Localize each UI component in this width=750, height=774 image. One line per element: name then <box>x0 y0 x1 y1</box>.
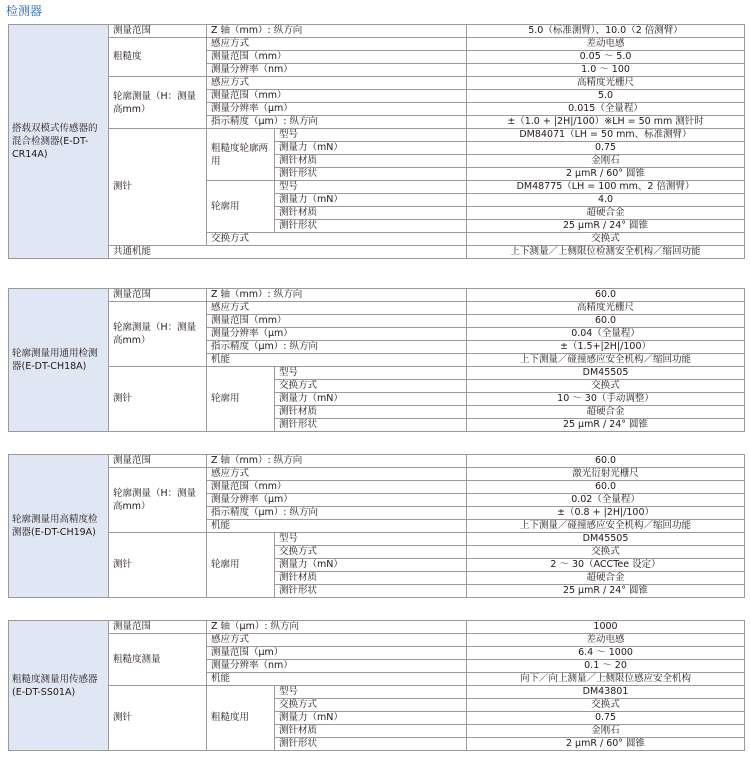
spec-table-ch18a <box>8 288 745 432</box>
row-value: DM48775（LH = 100 mm、2 倍测臂） <box>467 181 745 194</box>
row-param: 交换方式 <box>275 546 467 559</box>
row-param: 测针材质 <box>275 725 467 738</box>
detector-name: 搭载双模式传感器的混合检测器(E-DT-CR14A) <box>9 25 109 259</box>
row-value: DM45505 <box>467 367 745 380</box>
row-value: 向下／向上测量／上侧限位感应安全机构 <box>467 673 745 686</box>
row-param: 测量力（mN） <box>275 142 467 155</box>
row-value: 1000 <box>467 621 745 634</box>
row-param: Z 轴（mm）: 纵方向 <box>207 289 467 302</box>
row-param: 测量分辨率（nm） <box>207 660 467 673</box>
table-row <box>9 38 745 51</box>
row-value: 60.0 <box>467 315 745 328</box>
detector-name: 轮廓测量用通用检测器(E-DT-CH18A) <box>9 289 109 432</box>
row-label: 测针 <box>109 367 207 432</box>
row-param: 交换方式 <box>207 233 467 246</box>
row-value: DM45505 <box>467 533 745 546</box>
row-param: 测量分辨率（μm） <box>207 103 467 116</box>
row-param: 测针形状 <box>275 220 467 233</box>
row-label: 测量范围 <box>109 621 207 634</box>
row-value: 2 μmR / 60° 圆锥 <box>467 168 745 181</box>
row-value: 上下测量／上侧限位检测安全机构／缩回功能 <box>467 246 745 259</box>
row-param: 机能 <box>207 520 467 533</box>
row-param: 感应方式 <box>207 302 467 315</box>
row-value: 差动电感 <box>467 634 745 647</box>
row-param: 感应方式 <box>207 468 467 481</box>
row-param: 感应方式 <box>207 77 467 90</box>
row-value: 6.4 ～ 1000 <box>467 647 745 660</box>
row-param: 型号 <box>275 533 467 546</box>
row-param: 测量范围（μm） <box>207 647 467 660</box>
row-value: 交换式 <box>467 546 745 559</box>
row-param: 型号 <box>275 129 467 142</box>
detector-name: 粗糙度测量用传感器(E-DT-SS01A) <box>9 621 109 751</box>
row-value: 5.0 <box>467 90 745 103</box>
table-row <box>9 634 745 647</box>
row-param: 测量分辨率（μm） <box>207 328 467 341</box>
row-value: 2 μmR / 60° 圆锥 <box>467 738 745 751</box>
row-param: 机能 <box>207 354 467 367</box>
row-value: ±（1.5+|2H|/100） <box>467 341 745 354</box>
row-value: 交换式 <box>467 699 745 712</box>
row-value: 25 μmR / 24° 圆锥 <box>467 419 745 432</box>
row-param: 测量力（mN） <box>275 393 467 406</box>
row-label: 测针 <box>109 533 207 598</box>
table-row <box>9 302 745 315</box>
row-value: 1.0 ～ 100 <box>467 64 745 77</box>
row-sublabel: 粗糙度用 <box>207 686 275 751</box>
row-param: 测量范围（mm） <box>207 90 467 103</box>
table-row <box>9 455 745 468</box>
row-value: 交换式 <box>467 380 745 393</box>
row-label: 测量范围 <box>109 289 207 302</box>
row-param: 型号 <box>275 686 467 699</box>
row-label: 测量范围 <box>109 455 207 468</box>
row-param: 测针材质 <box>275 155 467 168</box>
row-value: 5.0（标准测臂）、10.0（2 倍测臂） <box>467 25 745 38</box>
row-label: 测针 <box>109 686 207 751</box>
row-sublabel: 轮廓用 <box>207 181 275 233</box>
row-value: DM84071（LH = 50 mm、标准测臂） <box>467 129 745 142</box>
row-param: Z 轴（mm）: 纵方向 <box>207 455 467 468</box>
row-param: 交换方式 <box>275 380 467 393</box>
row-value: 超硬合金 <box>467 572 745 585</box>
row-param: 感应方式 <box>207 38 467 51</box>
row-label: 粗糙度 <box>109 38 207 77</box>
row-value: 60.0 <box>467 289 745 302</box>
table-row <box>9 621 745 634</box>
row-param: Z 轴（μm）: 纵方向 <box>207 621 467 634</box>
row-value: 10 ～ 30（手动调整） <box>467 393 745 406</box>
row-value: 超硬合金 <box>467 406 745 419</box>
row-param: 测量范围（mm） <box>207 315 467 328</box>
row-label: 测针 <box>109 129 207 246</box>
spec-table-ss01a <box>8 620 745 751</box>
row-value: ±（0.8 + |2H|/100） <box>467 507 745 520</box>
row-param: 测针形状 <box>275 168 467 181</box>
row-label: 测量范围 <box>109 25 207 38</box>
row-sublabel: 粗糙度轮廓两用 <box>207 129 275 181</box>
row-param: 测量范围（mm） <box>207 481 467 494</box>
row-param: 型号 <box>275 181 467 194</box>
row-param: 感应方式 <box>207 634 467 647</box>
row-value: 0.1 ～ 20 <box>467 660 745 673</box>
row-param: 测量力（mN） <box>275 559 467 572</box>
row-value: 0.04（全量程） <box>467 328 745 341</box>
row-value: 0.75 <box>467 142 745 155</box>
table-row <box>9 25 745 38</box>
detector-name: 轮廓测量用高精度检测器(E-DT-CH19A) <box>9 455 109 598</box>
table-row <box>9 367 745 380</box>
row-label: 轮廓测量（H：测量高mm） <box>109 77 207 129</box>
row-value: 0.05 ～ 5.0 <box>467 51 745 64</box>
row-param: 测针形状 <box>275 419 467 432</box>
row-sublabel: 轮廓用 <box>207 367 275 432</box>
row-param: 测针材质 <box>275 572 467 585</box>
table-row <box>9 686 745 699</box>
row-value: 0.015（全量程） <box>467 103 745 116</box>
row-label: 共通机能 <box>109 246 467 259</box>
row-value: 交换式 <box>467 233 745 246</box>
row-value: 0.02（全量程） <box>467 494 745 507</box>
row-value: 上下测量／碰撞感应安全机构／缩回功能 <box>467 354 745 367</box>
row-value: 60.0 <box>467 481 745 494</box>
row-param: Z 轴（mm）: 纵方向 <box>207 25 467 38</box>
row-param: 测针形状 <box>275 585 467 598</box>
row-label: 轮廓测量（H：测量高mm） <box>109 302 207 367</box>
row-param: 型号 <box>275 367 467 380</box>
row-value: 25 μmR / 24° 圆锥 <box>467 585 745 598</box>
table-row <box>9 533 745 546</box>
row-value: 高精度光栅尺 <box>467 77 745 90</box>
row-param: 测量力（mN） <box>275 712 467 725</box>
row-label: 粗糙度测量 <box>109 634 207 686</box>
table-row <box>9 129 745 142</box>
row-param: 测量力（mN） <box>275 194 467 207</box>
row-param: 机能 <box>207 673 467 686</box>
row-value: 4.0 <box>467 194 745 207</box>
row-param: 测针材质 <box>275 406 467 419</box>
row-param: 指示精度（μm）: 纵方向 <box>207 116 467 129</box>
row-value: 25 μmR / 24° 圆锥 <box>467 220 745 233</box>
spec-table-ch19a <box>8 454 745 598</box>
row-value: ±（1.0 + |2H|/100）※LH = 50 mm 测针时 <box>467 116 745 129</box>
row-value: 金刚石 <box>467 155 745 168</box>
row-param: 测量范围（mm） <box>207 51 467 64</box>
row-value: 激光衍射光栅尺 <box>467 468 745 481</box>
row-value: 高精度光栅尺 <box>467 302 745 315</box>
table-row <box>9 468 745 481</box>
row-value: 0.75 <box>467 712 745 725</box>
row-value: 超硬合金 <box>467 207 745 220</box>
row-param: 交换方式 <box>275 699 467 712</box>
table-row <box>9 246 745 259</box>
row-param: 测针材质 <box>275 207 467 220</box>
page-title: 检测器 <box>6 4 43 18</box>
row-param: 指示精度（μm）: 纵方向 <box>207 507 467 520</box>
row-value: DM43801 <box>467 686 745 699</box>
row-value: 金刚石 <box>467 725 745 738</box>
row-param: 测量分辨率（nm） <box>207 64 467 77</box>
row-value: 差动电感 <box>467 38 745 51</box>
row-param: 测量分辨率（μm） <box>207 494 467 507</box>
table-row <box>9 289 745 302</box>
row-sublabel: 轮廓用 <box>207 533 275 598</box>
row-value: 2 ～ 30（ACCTee 设定） <box>467 559 745 572</box>
row-param: 指示精度（μm）: 纵方向 <box>207 341 467 354</box>
spec-table-cr14a <box>8 24 745 259</box>
table-row <box>9 77 745 90</box>
row-value: 60.0 <box>467 455 745 468</box>
row-value: 上下测量／碰撞感应安全机构／缩回功能 <box>467 520 745 533</box>
row-label: 轮廓测量（H：测量高mm） <box>109 468 207 533</box>
row-param: 测针形状 <box>275 738 467 751</box>
